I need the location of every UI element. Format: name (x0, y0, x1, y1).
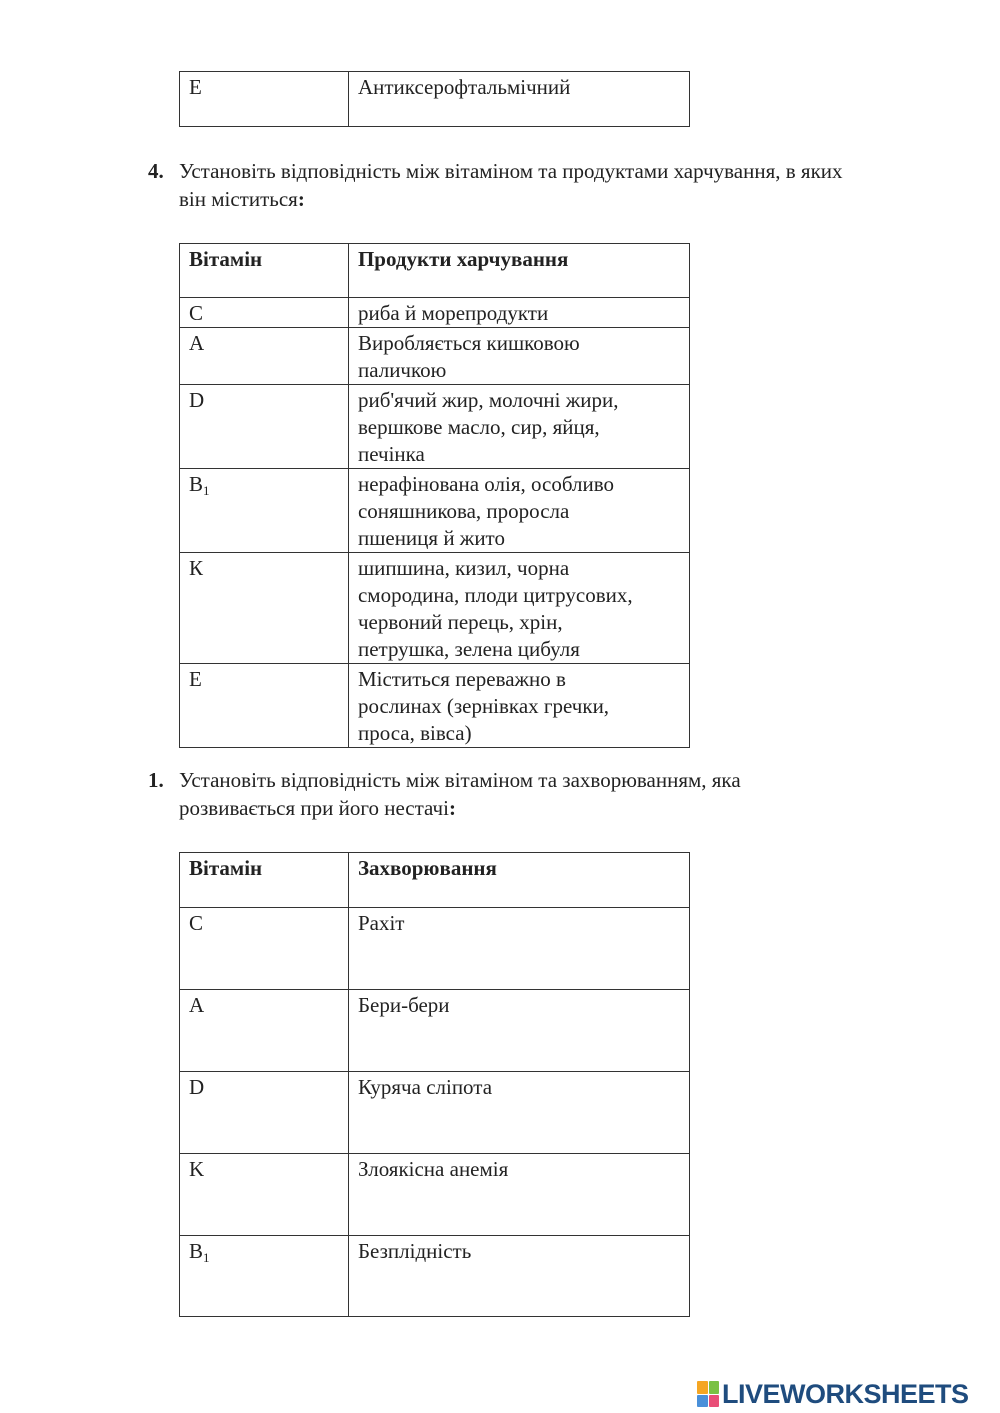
logo-square-4 (709, 1395, 720, 1408)
products-cell: шипшина, кизил, чорна смородина, плоди цитрусових, червоний перець, хрін, петрушка, зелена цибуля (348, 553, 689, 664)
header-diseases: Захворювання (348, 853, 689, 908)
table-header-row (180, 853, 690, 908)
vitamin-cell: B1 (180, 1236, 349, 1317)
question-text: Установіть відповідність між вітаміном та захворюванням, яка розвивається при його нестачі: (179, 768, 741, 820)
header-vitamin: Вітамін (180, 853, 349, 908)
table-row (180, 385, 690, 469)
disease-cell: Рахіт (348, 908, 689, 990)
products-cell: Міститься переважно в рослинах (зернівках гречки, проса, вівса) (348, 664, 689, 748)
top-table (179, 71, 690, 127)
header-products: Продукти харчування (348, 244, 689, 298)
logo-square-2 (709, 1381, 720, 1394)
table-row (180, 664, 690, 748)
vitamin-cell: E (180, 72, 349, 127)
table-row (180, 1154, 690, 1236)
vitamin-cell: A (180, 990, 349, 1072)
products-cell: Виробляється кишковою паличкою (348, 328, 689, 385)
logo-square-1 (697, 1381, 708, 1394)
disease-cell: Злоякісна анемія (348, 1154, 689, 1236)
table-row (180, 72, 690, 127)
products-table (179, 243, 690, 748)
vitamin-cell: D (180, 385, 349, 469)
table-row (180, 1072, 690, 1154)
liveworksheets-logo-icon (697, 1381, 719, 1407)
disease-cell: Бери-бери (348, 990, 689, 1072)
logo-square-3 (697, 1395, 708, 1408)
question-text: Установіть відповідність між вітаміном та продуктами харчування, в яких він міститься: (179, 159, 843, 211)
brand-name: LIVEWORKSHEETS (722, 1378, 969, 1409)
vitamin-cell: C (180, 298, 349, 328)
vitamin-cell: D (180, 1072, 349, 1154)
vitamin-cell: B1 (180, 469, 349, 553)
table-row (180, 328, 690, 385)
products-cell: нерафінована олія, особливо соняшникова, проросла пшениця й жито (348, 469, 689, 553)
table-row (180, 908, 690, 990)
products-cell: риба й морепродукти (348, 298, 689, 328)
vitamin-cell: E (180, 664, 349, 748)
table-row (180, 1236, 690, 1317)
table-row (180, 469, 690, 553)
value-cell: Антиксерофтальмічний (348, 72, 689, 127)
products-cell: риб'ячий жир, молочні жири, вершкове масло, сир, яйця, печінка (348, 385, 689, 469)
disease-cell: Безплідність (348, 1236, 689, 1317)
header-vitamin: Вітамін (180, 244, 349, 298)
table-row (180, 553, 690, 664)
vitamin-cell: A (180, 328, 349, 385)
diseases-table (179, 852, 690, 1317)
vitamin-cell: К (180, 553, 349, 664)
table-header-row (180, 244, 690, 298)
table-row (180, 990, 690, 1072)
vitamin-cell: C (180, 908, 349, 990)
question-number: 1. (148, 768, 164, 792)
vitamin-cell: K (180, 1154, 349, 1236)
question-number: 4. (148, 159, 164, 183)
table-row (180, 298, 690, 328)
disease-cell: Куряча сліпота (348, 1072, 689, 1154)
liveworksheets-logo[interactable] (697, 1379, 969, 1409)
